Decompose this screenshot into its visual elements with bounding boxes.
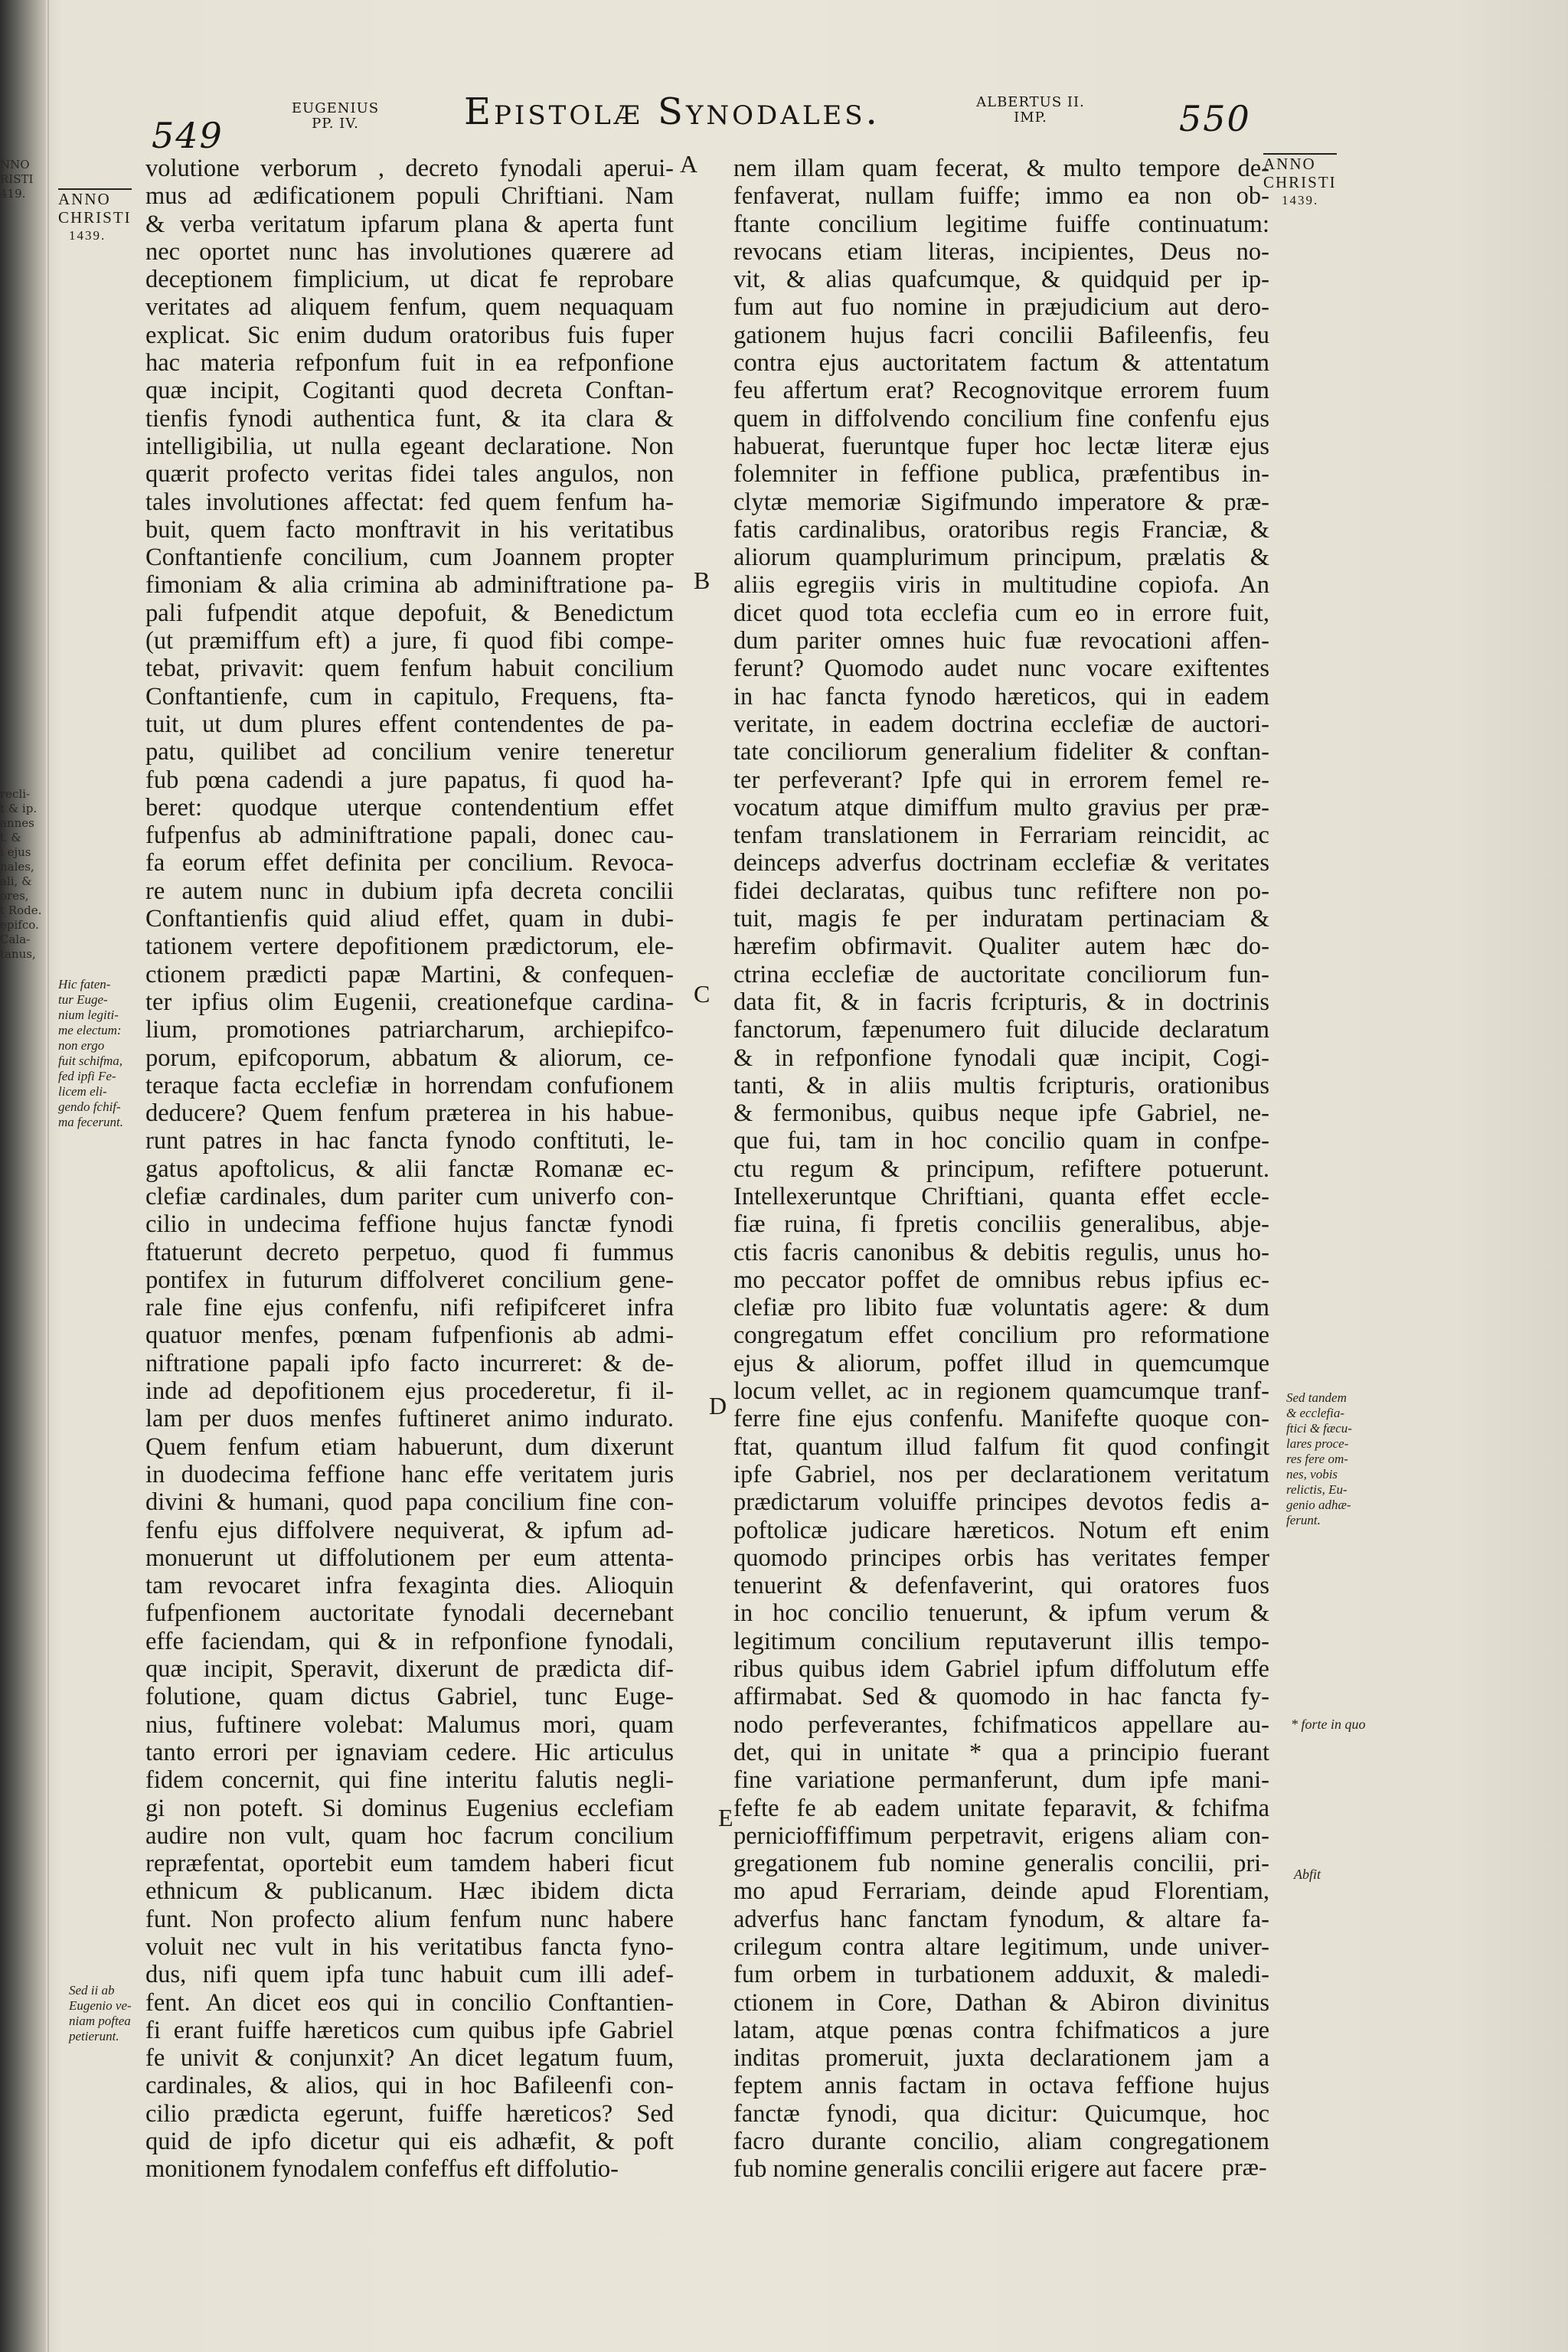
text-line: congregatum effet concilium pro reformatione [733, 1321, 1269, 1350]
text-line: Quem fenfum etiam habuerunt, dum dixerunt [145, 1432, 674, 1461]
text-line: monitionem fynodalem confeffus eft diffolutio- [145, 2155, 619, 2184]
left-margin-note-2: Sed ii ab Eugenio ve- niam poftea petierunt. [69, 1983, 132, 2043]
text-line: feptem annis factam in octava feffione hujus [733, 2072, 1269, 2100]
text-line: dum pariter omnes huic fuæ revocationi affen- [733, 627, 1269, 655]
right-page-number: 550 [1179, 98, 1251, 139]
text-line: fiæ ruina, fi fpretis conciliis generalibus, abje- [733, 1210, 1269, 1239]
text-line: hærefim obfirmavit. Qualiter autem hæc do- [733, 933, 1269, 961]
catchword: præ- [1222, 2153, 1267, 2180]
text-line: fatis cardinalibus, oratoribus regis Franciæ, & [733, 515, 1269, 544]
text-line: in duodecima feffione hanc effe veritatem juris [145, 1460, 674, 1488]
text-line: & verba veritatum ipfarum plana & aperta funt [145, 210, 674, 238]
text-line: tanti, & in aliis multis fcripturis, orationibus [733, 1071, 1269, 1099]
text-line: runt patres in hac fancta fynodo conftituti, le- [145, 1127, 674, 1155]
text-line: ipfe Gabriel, nos per declarationem veritatum [733, 1460, 1269, 1488]
right-running-head-line-2: IMP. [1014, 109, 1047, 126]
text-line: inde ad depofitionem ejus procederetur, fi il- [145, 1377, 674, 1406]
text-line: tanto errori per ignaviam cedere. Hic articulus [145, 1738, 674, 1766]
right-text-column [733, 155, 1269, 2184]
text-line: ftatuerunt decreto perpetuo, quod fi fummus [145, 1238, 674, 1266]
text-line: mus ad ædificationem populi Chriftiani. Nam [145, 182, 674, 211]
text-line: inditas promeruit, juxta declarationem jam a [733, 2044, 1269, 2073]
text-line: ferre fine ejus confenfu. Manifefte quoque con- [733, 1405, 1269, 1433]
text-line: fub nomine generalis concilii erigere aut facere [733, 2155, 1204, 2184]
text-line: fine variatione permanferunt, dum ipfe mani- [733, 1766, 1269, 1795]
text-line: habuerat, fueruntque fuper hoc lectæ literæ ejus [733, 432, 1269, 460]
left-text-column [145, 155, 674, 2184]
left-running-head-line-1: EUGENIUS [291, 100, 380, 116]
text-line: det, qui in unitate * qua a principio fuerant [733, 1738, 1269, 1766]
text-line: & in refponfione fynodali quæ incipit, Cogi- [733, 1044, 1269, 1072]
text-line: cardinales, & alios, qui in hoc Bafileenfi con- [145, 2072, 674, 2100]
right-running-head-line-1: ALBERTUS II. [976, 94, 1085, 110]
text-line: fanctæ fynodi, qua dicitur: Quicumque, hoc [733, 2099, 1269, 2128]
text-line: ctis facris canonibus & debitis regulis, unus ho- [733, 1238, 1269, 1266]
text-line: crilegum contra altare legitimum, unde univer- [733, 1933, 1269, 1961]
text-line: intelligibilia, ut nulla egeant declaratione. Non [145, 432, 674, 460]
text-line: dicet quod tota ecclefia cum eo in errore fuit, [733, 599, 1269, 627]
text-line: latam, atque pœnas contra fchifmaticos a jure [733, 2016, 1269, 2044]
right-margin-note: Sed tandem & ecclefia- ftici & fæcu- lares proce- res fere om- nes, vobis relictis, Eu- genio adhæ- ferunt. [1286, 1390, 1352, 1527]
section-marker-a: A [680, 150, 698, 178]
text-line: fenfu ejus diffolvere nequiverat, & ipfum ad- [145, 1516, 674, 1544]
text-line: lam per duos menfes fuftineret animo indurato. [145, 1405, 674, 1433]
text-line: ftat, quantum illud falfum fit quod confingit [733, 1432, 1269, 1461]
left-running-head-line-2: PP. IV. [312, 116, 359, 132]
text-line: ctionem prædicti papæ Martini, & confequen- [145, 960, 674, 988]
text-line: Conftantienfe, cum in capitulo, Frequens, fta- [145, 682, 674, 710]
text-line: pontifex in futurum diffolveret concilium gene- [145, 1266, 674, 1294]
text-line: explicat. Sic enim dudum oratoribus fuis fuper [145, 321, 674, 349]
text-line: beret: quodque uterque contendentium effet [145, 793, 674, 822]
text-line: fenfaverat, nullam fuiffe; immo ea non ob- [733, 182, 1269, 211]
text-line: tenfam translationem in Ferrariam reincidit, ac [733, 822, 1269, 850]
year-label: 1439. [1282, 193, 1319, 207]
text-line: fanctorum, fæpenumero fuit dilucide declaratum [733, 1016, 1269, 1044]
previous-page-edge [0, 0, 46, 2352]
text-line: fi erant fuiffe hæreticos cum quibus ipfe Gabriel [145, 2016, 674, 2044]
text-line: deceptionem fimplicium, ut dicat fe reprobare [145, 266, 674, 294]
text-line: in hac fancta fynodo hæreticos, qui in eadem [733, 682, 1269, 710]
text-line: vit, & alias quafcumque, & quidquid per ip- [733, 266, 1269, 294]
text-line: tuit, ut dum plures effent contendentes de pa- [145, 710, 674, 738]
text-line: buit, quem facto monftravit in his veritatibus [145, 515, 674, 544]
text-line: vocatum atque dimiffum multo gravius per præ- [733, 793, 1269, 822]
text-line: contra ejus auctoritatem factum & attentatum [733, 349, 1269, 377]
text-line: ctrina ecclefiæ de auctoritate conciliorum fun- [733, 960, 1269, 988]
text-line: tate conciliorum generalium fideliter & conftan- [733, 738, 1269, 766]
text-line: Intellexeruntque Chriftiani, quanta effet eccle- [733, 1182, 1269, 1210]
text-line: ter ipfius olim Eugenii, creationefque cardina- [145, 988, 674, 1016]
text-line: que fui, tam in hoc concilio quam in confpe- [733, 1127, 1269, 1155]
left-margin-note: Hic faten- tur Euge- nium legiti- me electum: non ergo fuit schifma, fed ipfi Fe- licem eli- gendo fchif- ma fecerunt. [58, 977, 123, 1129]
text-line: lium, promotiones patriarcharum, archiepifco- [145, 1016, 674, 1044]
year-label: 1439. [69, 228, 106, 243]
text-line: ribus quibus idem Gabriel ipfum diffolutum effe [733, 1655, 1269, 1684]
text-line: legitimum concilium reputaverunt illis tempo- [733, 1627, 1269, 1655]
text-line: fum aut fuo nomine in præjudicium aut dero- [733, 293, 1269, 322]
text-line: data fit, & in facris fcripturis, & in doctrinis [733, 988, 1269, 1016]
text-line: tienfis fynodi authentica funt, & ita clara & [145, 404, 674, 433]
text-line: deinceps adverfus doctrinam ecclefiæ & veritates [733, 849, 1269, 877]
text-line: funt. Non profecto alium fenfum nunc habere [145, 1905, 674, 1933]
text-line: fidem concernit, qui fine interitu falutis negli- [145, 1766, 674, 1795]
text-line: porum, epifcoporum, abbatum & aliorum, ce- [145, 1044, 674, 1072]
text-line: affirmabat. Sed & quomodo in hac fancta fy- [733, 1683, 1269, 1711]
text-line: hac materia refponfum fuit in ea refponfione [145, 349, 674, 377]
text-line: patu, quilibet ad concilium venire teneretur [145, 738, 674, 766]
text-line: quæ incipit, Speravit, dixerunt de prædicta dif- [145, 1655, 674, 1684]
text-line: deducere? Quem fenfum præterea in his habue- [145, 1099, 674, 1128]
text-line: ter perfeverant? Ipfe qui in errorem femel re- [733, 766, 1269, 794]
text-line: aliorum quamplurimum principum, prælatis & [733, 544, 1269, 572]
text-line: tuit, magis fe per induratam pertinaciam & [733, 905, 1269, 933]
text-line: fefte fe ab eadem unitate feparavit, & fchifma [733, 1794, 1269, 1822]
christi-label: CHRISTI [1263, 173, 1337, 191]
text-line: veritates ad aliquem fenfum, quem nequaquam [145, 293, 674, 322]
text-line: mo peccator poffet de omnibus rebus ipfius ec- [733, 1266, 1269, 1294]
text-line: teraque facta ecclefiæ in horrendam confufionem [145, 1071, 674, 1099]
right-anno-christi [1263, 153, 1337, 210]
anno-label: ANNO [1263, 153, 1337, 173]
text-line: clefiæ pro libito fuæ voluntatis agere: & dum [733, 1294, 1269, 1322]
text-line: ethnicum & publicanum. Hæc ibidem dicta [145, 1877, 674, 1906]
right-margin-note-2: * forte in quo [1291, 1717, 1366, 1732]
text-line: Conftantienfe concilium, cum Joannem propter [145, 544, 674, 572]
right-running-head [962, 95, 1099, 126]
text-line: tebat, privavit: quem fenfum habuit concilium [145, 655, 674, 683]
previous-page-margin-text-top: NNO RISTI 419. [0, 158, 34, 201]
text-line: ctu regum & principum, refiftere potuerunt. [733, 1155, 1269, 1183]
text-line: niftratione papali ipfo facto incurreret: & de- [145, 1349, 674, 1377]
section-marker-d: D [709, 1392, 727, 1419]
left-running-head [282, 101, 389, 132]
gutter-divider [47, 0, 49, 2352]
text-line: poftolicæ judicare hæreticos. Notum eft enim [733, 1516, 1269, 1544]
text-line: tationem vertere depofitionem prædictorum, ele- [145, 933, 674, 961]
text-line: clefiæ cardinales, dum pariter cum univerfo con- [145, 1182, 674, 1210]
text-line: quomodo principes orbis has veritates femper [733, 1544, 1269, 1572]
text-line: ferunt? Quomodo audet nunc vocare exiftentes [733, 655, 1269, 683]
text-line: folutione, quam dictus Gabriel, tunc Euge- [145, 1683, 674, 1711]
text-line: re autem nunc in dubium ipfa decreta concilii [145, 877, 674, 905]
text-line: quærit profecto veritas fidei tales angulos, non [145, 460, 674, 488]
text-line: dus, nifi quem ipfa tunc habuit cum illi adef- [145, 1961, 674, 1989]
text-line: feu affertum erat? Recognovitque errorem fuum [733, 377, 1269, 405]
text-line: ftante concilium legitime fuiffe continuatum: [733, 210, 1269, 238]
text-line: divini & humani, quod papa concilium fine con- [145, 1488, 674, 1517]
section-marker-e: E [718, 1804, 733, 1831]
text-line: fufpenfus ab adminiftratione papali, donec cau- [145, 822, 674, 850]
text-line: quæ incipit, Cogitanti quod decreta Conftan- [145, 377, 674, 405]
text-line: adverfus hanc fanctam fynodum, & altare fa- [733, 1905, 1269, 1933]
text-line: mo apud Ferrariam, deinde apud Florentiam, [733, 1877, 1269, 1906]
text-line: nec oportet nunc has involutiones quærere ad [145, 237, 674, 266]
left-anno-christi [58, 188, 132, 245]
text-line: audire non vult, quam hoc facrum concilium [145, 1821, 674, 1850]
text-line: pali fufpendit atque depofuit, & Benedictum [145, 599, 674, 627]
text-line: gationem hujus facri concilii Bafileenfis, feu [733, 321, 1269, 349]
text-line: fum orbem in turbationem adduxit, & maledi- [733, 1961, 1269, 1989]
text-line: fub pœna cadendi a jure papatus, fi quod ha- [145, 766, 674, 794]
text-line: fimoniam & alia crimina ab adminiftratione pa- [145, 571, 674, 599]
anno-label: ANNO [58, 188, 132, 208]
section-marker-c: C [694, 980, 710, 1008]
text-line: fe univit & conjunxit? An dicet legatum fuum, [145, 2044, 674, 2073]
text-line: volutione verborum , decreto fynodali aperui- [145, 155, 674, 182]
text-line: tenuerint & defenfaverint, qui oratores fuos [733, 1572, 1269, 1600]
text-line: veritate, in eadem doctrina ecclefiæ de auctori- [733, 710, 1269, 738]
text-line: ctionem in Core, Dathan & Abiron divinitus [733, 1988, 1269, 2017]
page-title: Epistolæ Synodales. [464, 90, 880, 133]
text-line: fent. An dicet eos qui in concilio Conftantien- [145, 1988, 674, 2017]
text-line: gatus apoftolicus, & alii fanctæ Romanæ ec- [145, 1155, 674, 1183]
text-line: fufpenfionem auctoritate fynodali decernebant [145, 1599, 674, 1628]
text-line: pernicioffiffimum perpetravit, erigens aliam con- [733, 1821, 1269, 1850]
text-line: folemniter in feffione publica, præfentibus in- [733, 460, 1269, 488]
text-line: clytæ memoriæ Sigifmundo imperatore & præ- [733, 488, 1269, 516]
text-line: cilio in undecima feffione hujus fanctæ fynodi [145, 1210, 674, 1239]
text-line: facro durante concilio, aliam congregationem [733, 2128, 1269, 2156]
section-marker-b: B [694, 567, 710, 594]
text-line: repræfentat, oportebit eum tamdem haberi ficut [145, 1850, 674, 1878]
text-line: nodo perfeverantes, fchifmaticos appellare au- [733, 1710, 1269, 1739]
text-line: & fermonibus, quibus neque ipfe Gabriel, ne- [733, 1099, 1269, 1128]
text-line: prædictarum voluiffe principes devotos fedis a- [733, 1488, 1269, 1517]
text-line: nem illam quam fecerat, & multo tempore de- [733, 155, 1269, 182]
text-line: (ut præmiffum eft) a jure, fi quod fibi compe- [145, 627, 674, 655]
text-line: gi non poteft. Si dominus Eugenius ecclefiam [145, 1794, 674, 1822]
text-line: tales involutiones affectat: fed quem fenfum ha- [145, 488, 674, 516]
text-line: fidei declaratas, quibus tunc refiftere non po- [733, 877, 1269, 905]
previous-page-margin-text: recli- t & ip. annes l. & i ejus nales, ali, & ores, t Rode. epifco. Cala- tanus, [0, 787, 42, 961]
text-line: locum vellet, ac in regionem quamcumque tranf- [733, 1377, 1269, 1406]
text-line: Conftantienfis quid aliud effet, quam in dubi- [145, 905, 674, 933]
text-line: rale fine ejus confenfu, nifi refipifceret infra [145, 1294, 674, 1322]
text-line: cilio prædicta egerunt, fuiffe hæreticos? Sed [145, 2099, 674, 2128]
text-line: nius, fuftinere volebat: Malumus mori, quam [145, 1710, 674, 1739]
christi-label: CHRISTI [58, 208, 132, 227]
text-line: voluit nec vult in his veritatibus fancta fyno- [145, 1933, 674, 1961]
text-line: revocans etiam literas, incipientes, Deus no- [733, 237, 1269, 266]
text-line: in hoc concilio tenuerunt, & ipfum verum & [733, 1599, 1269, 1628]
text-line: aliis egregiis viris in multitudine copiofa. An [733, 571, 1269, 599]
text-line: ejus & aliorum, poffet illud in quemcumque [733, 1349, 1269, 1377]
text-line: quid de ipfo dicetur qui eis adhæfit, & poft [145, 2128, 674, 2156]
text-line: tam revocaret infra fexaginta dies. Alioquin [145, 1572, 674, 1600]
text-line: quem in diffolvendo concilium fine confenfu ejus [733, 404, 1269, 433]
text-line: gregationem fub nomine generalis concilii, pri- [733, 1850, 1269, 1878]
right-margin-note-3: Abfit [1294, 1867, 1321, 1882]
text-line: fa eorum effet definita per concilium. Revoca- [145, 849, 674, 877]
text-line: effe faciendam, qui & in refponfione fynodali, [145, 1627, 674, 1655]
text-line: monuerunt ut diffolutionem per eum attenta- [145, 1544, 674, 1572]
left-page-number: 549 [152, 115, 224, 156]
text-line: quatuor menfes, pœnam fufpenfionis ab admi- [145, 1321, 674, 1350]
